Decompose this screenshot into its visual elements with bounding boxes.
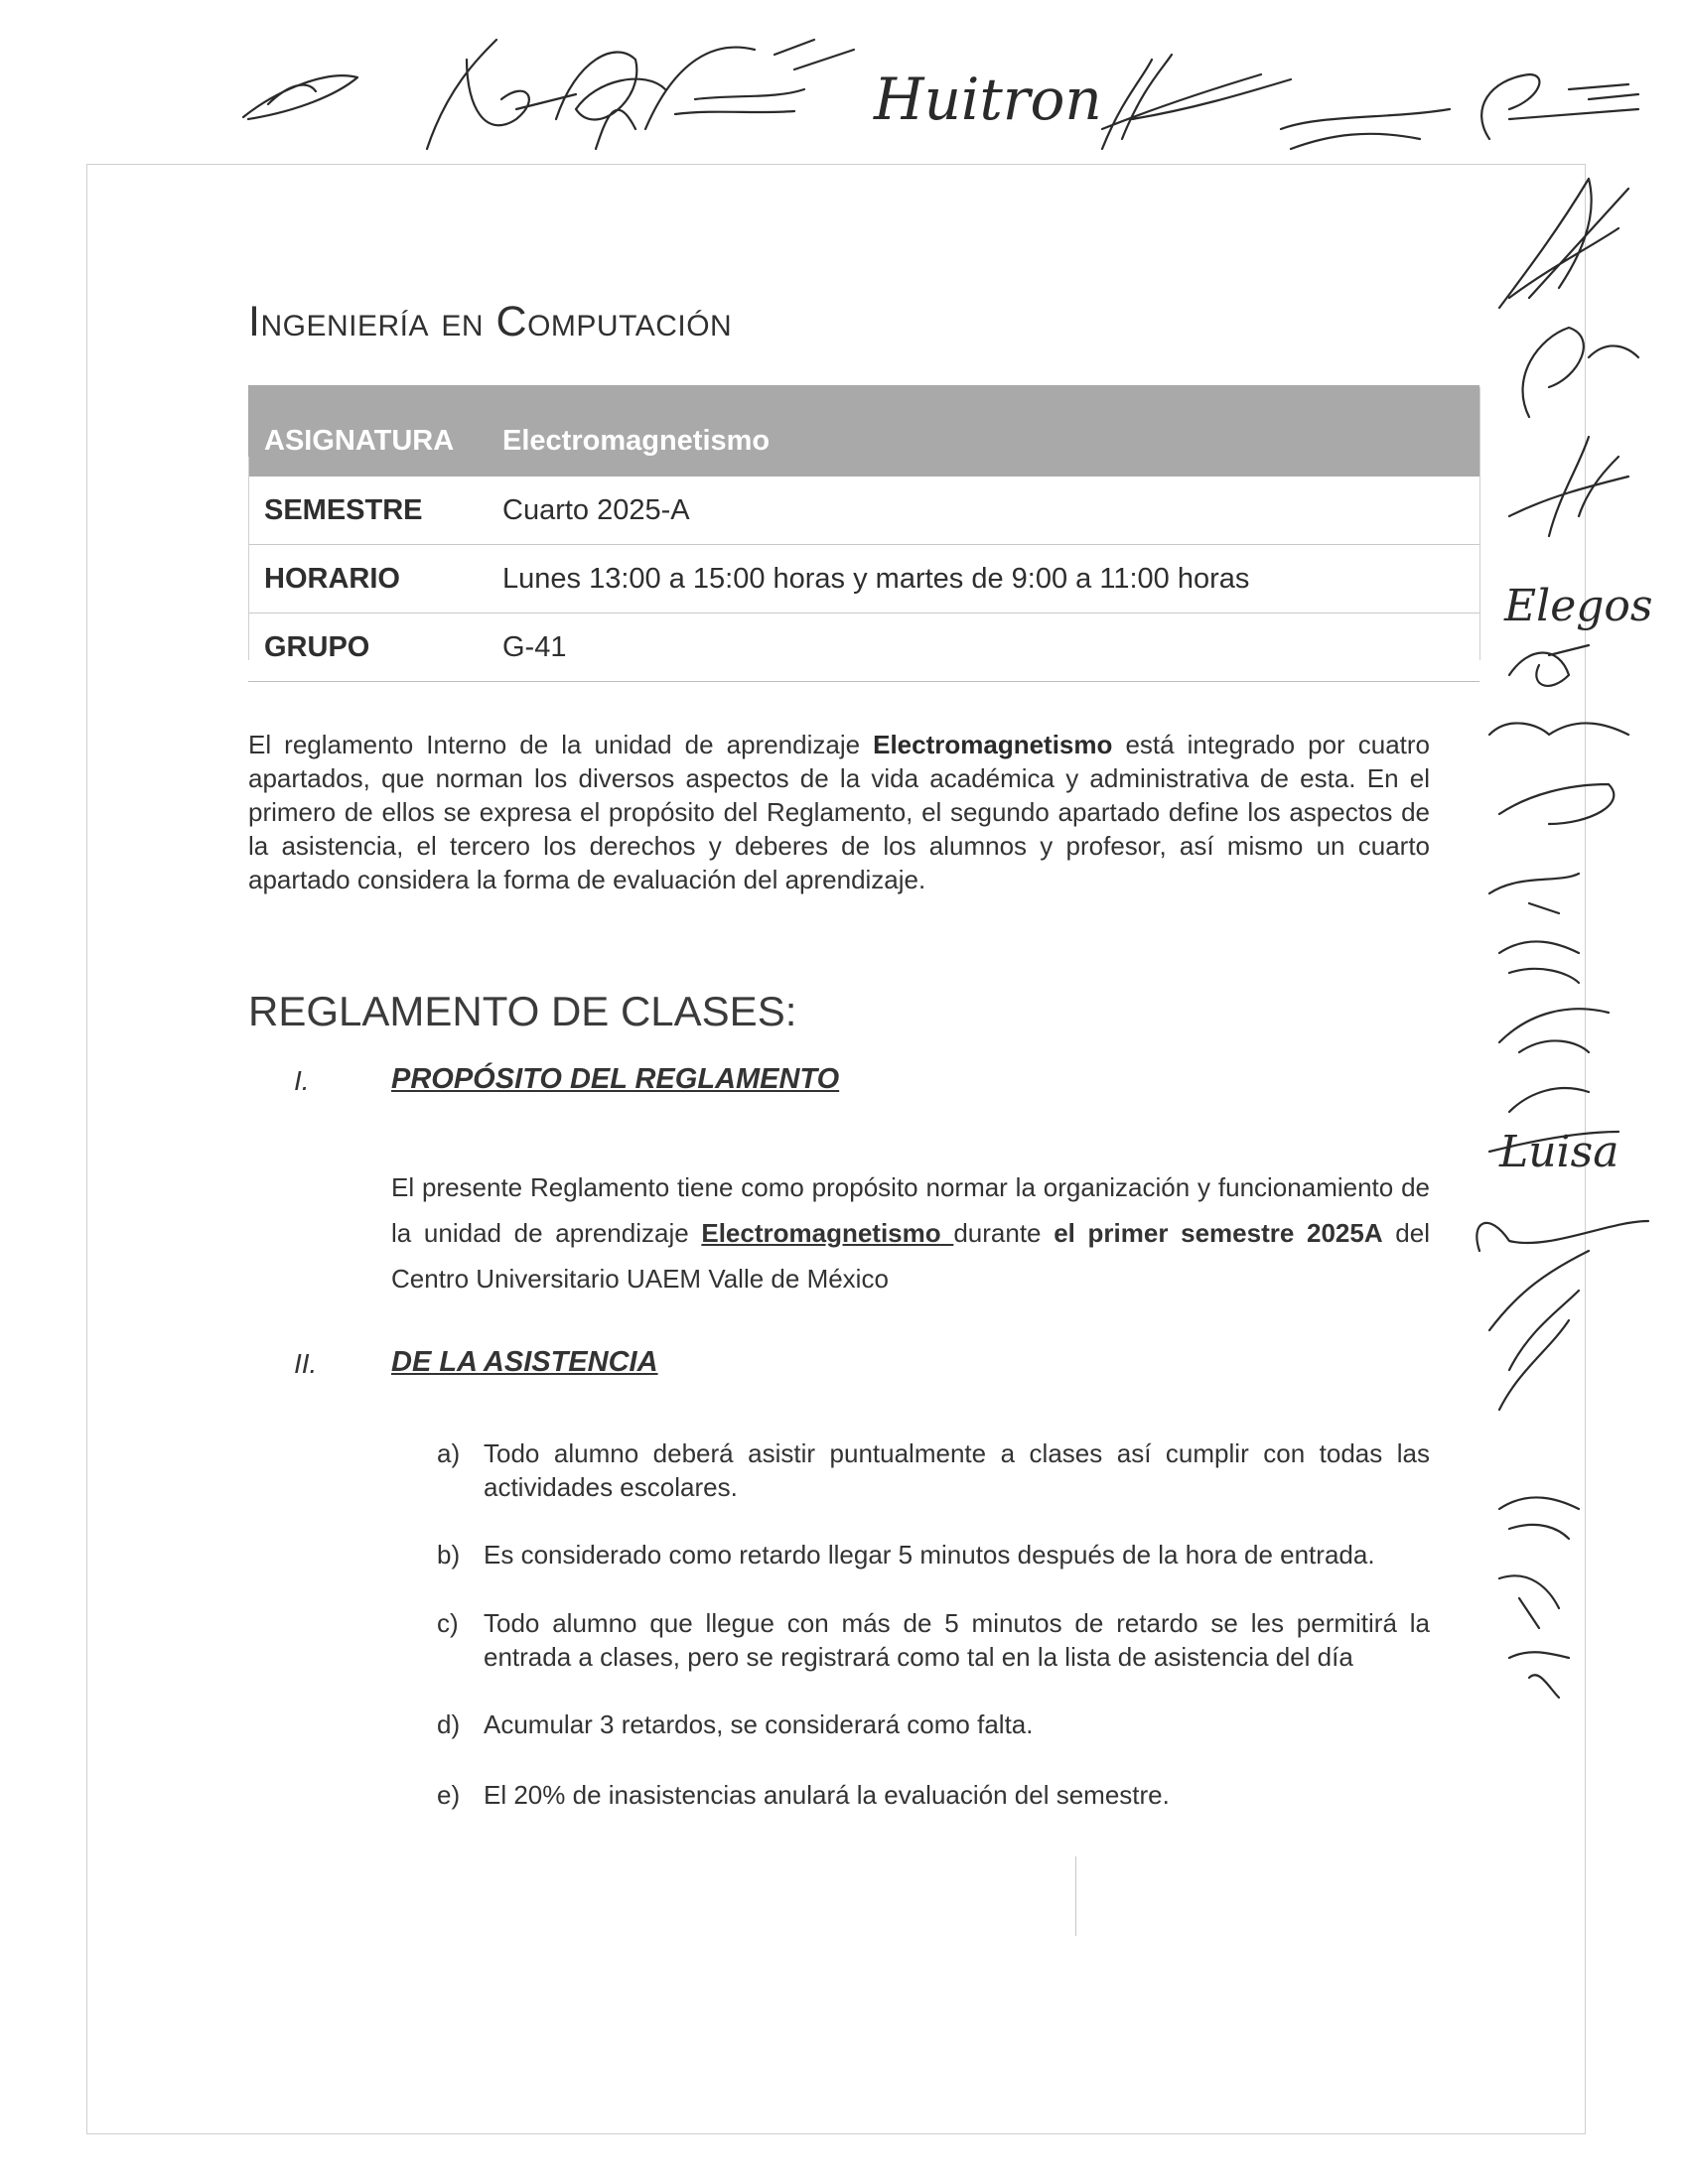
purpose-paragraph	[391, 1164, 1430, 1301]
purpose-subject: Electromagnetismo	[701, 1218, 954, 1248]
table-right-border	[1479, 387, 1480, 660]
section-number-1: I.	[294, 1065, 310, 1096]
list-item	[437, 1538, 1430, 1571]
list-item	[437, 1778, 1430, 1812]
intro-paragraph	[248, 728, 1430, 896]
purpose-text-3: del Centro Universitario UAEM Valle de México	[391, 1218, 1430, 1294]
item-text: Todo alumno deberá asistir puntualmente a clases así cumplir con todas las actividades escolares.	[484, 1438, 1430, 1502]
group-label: GRUPO	[248, 614, 502, 682]
item-text: Acumular 3 retardos, se considerará como falta.	[484, 1709, 1034, 1739]
list-item	[437, 1436, 1430, 1504]
section-number-2: II.	[294, 1348, 318, 1379]
semester-value: Cuarto 2025-A	[502, 477, 1479, 545]
subject-value: Electromagnetismo	[502, 385, 1479, 477]
section-title-purpose: PROPÓSITO DEL REGLAMENTO	[391, 1063, 840, 1095]
section-title-attendance: DE LA ASISTENCIA	[391, 1346, 658, 1378]
attendance-rules-list	[437, 1436, 1430, 1812]
svg-text:Elegos: Elegos	[1504, 581, 1653, 631]
program-title: Ingeniería en Computación	[248, 298, 733, 345]
subject-label: ASIGNATURA	[248, 385, 502, 477]
table-left-border	[248, 457, 249, 660]
intro-text-1: El reglamento Interno de la unidad de aprendizaje	[248, 730, 874, 759]
svg-text:Huitron: Huitron	[874, 66, 1102, 133]
table-header-row	[248, 385, 1479, 477]
intro-subject: Electromagnetismo	[873, 730, 1113, 759]
reglamento-title: REGLAMENTO DE CLASES:	[248, 988, 797, 1034]
purpose-semester: el primer semestre 2025A	[1054, 1218, 1383, 1248]
item-letter: c)	[437, 1608, 459, 1638]
item-letter: b)	[437, 1540, 461, 1570]
item-letter: e)	[437, 1780, 461, 1810]
schedule-label: HORARIO	[248, 545, 502, 614]
list-item	[437, 1707, 1430, 1741]
intro-text-2: está integrado por cuatro apartados, que norman los diversos aspectos de la vida académica y administrativa de esta. En el primero de ellos se expresa el propósito del Reglamento, el segundo apartado define los aspectos de la asistencia, el tercero los derechos y deberes de los alumnos y profesor, así mismo un cuarto apartado considera la forma de evaluación del aprendizaje.	[248, 730, 1430, 894]
list-item	[437, 1606, 1430, 1674]
table-row	[248, 614, 1479, 682]
purpose-text-1: El presente Reglamento tiene como propósito normar la organización y funcionamiento de la unidad de aprendizaje	[391, 1172, 1430, 1248]
semester-label: SEMESTRE	[248, 477, 502, 545]
scan-artifact-line	[1075, 1856, 1076, 1936]
item-text: Todo alumno que llegue con más de 5 minutos de retardo se les permitirá la entrada a clases, pero se registrará como tal en la lista de asistencia del día	[484, 1608, 1430, 1672]
item-letter: a)	[437, 1438, 461, 1468]
group-value: G-41	[502, 614, 1479, 682]
table-row	[248, 477, 1479, 545]
item-text: Es considerado como retardo llegar 5 minutos después de la hora de entrada.	[484, 1540, 1375, 1570]
table-row	[248, 545, 1479, 614]
subject-info-table	[248, 385, 1479, 682]
item-letter: d)	[437, 1709, 461, 1739]
purpose-text-2: durante	[953, 1218, 1055, 1248]
schedule-value: Lunes 13:00 a 15:00 horas y martes de 9:00 a 11:00 horas	[502, 545, 1479, 614]
svg-text:Luisa: Luisa	[1499, 1127, 1619, 1177]
item-text: El 20% de inasistencias anulará la evaluación del semestre.	[484, 1780, 1170, 1810]
